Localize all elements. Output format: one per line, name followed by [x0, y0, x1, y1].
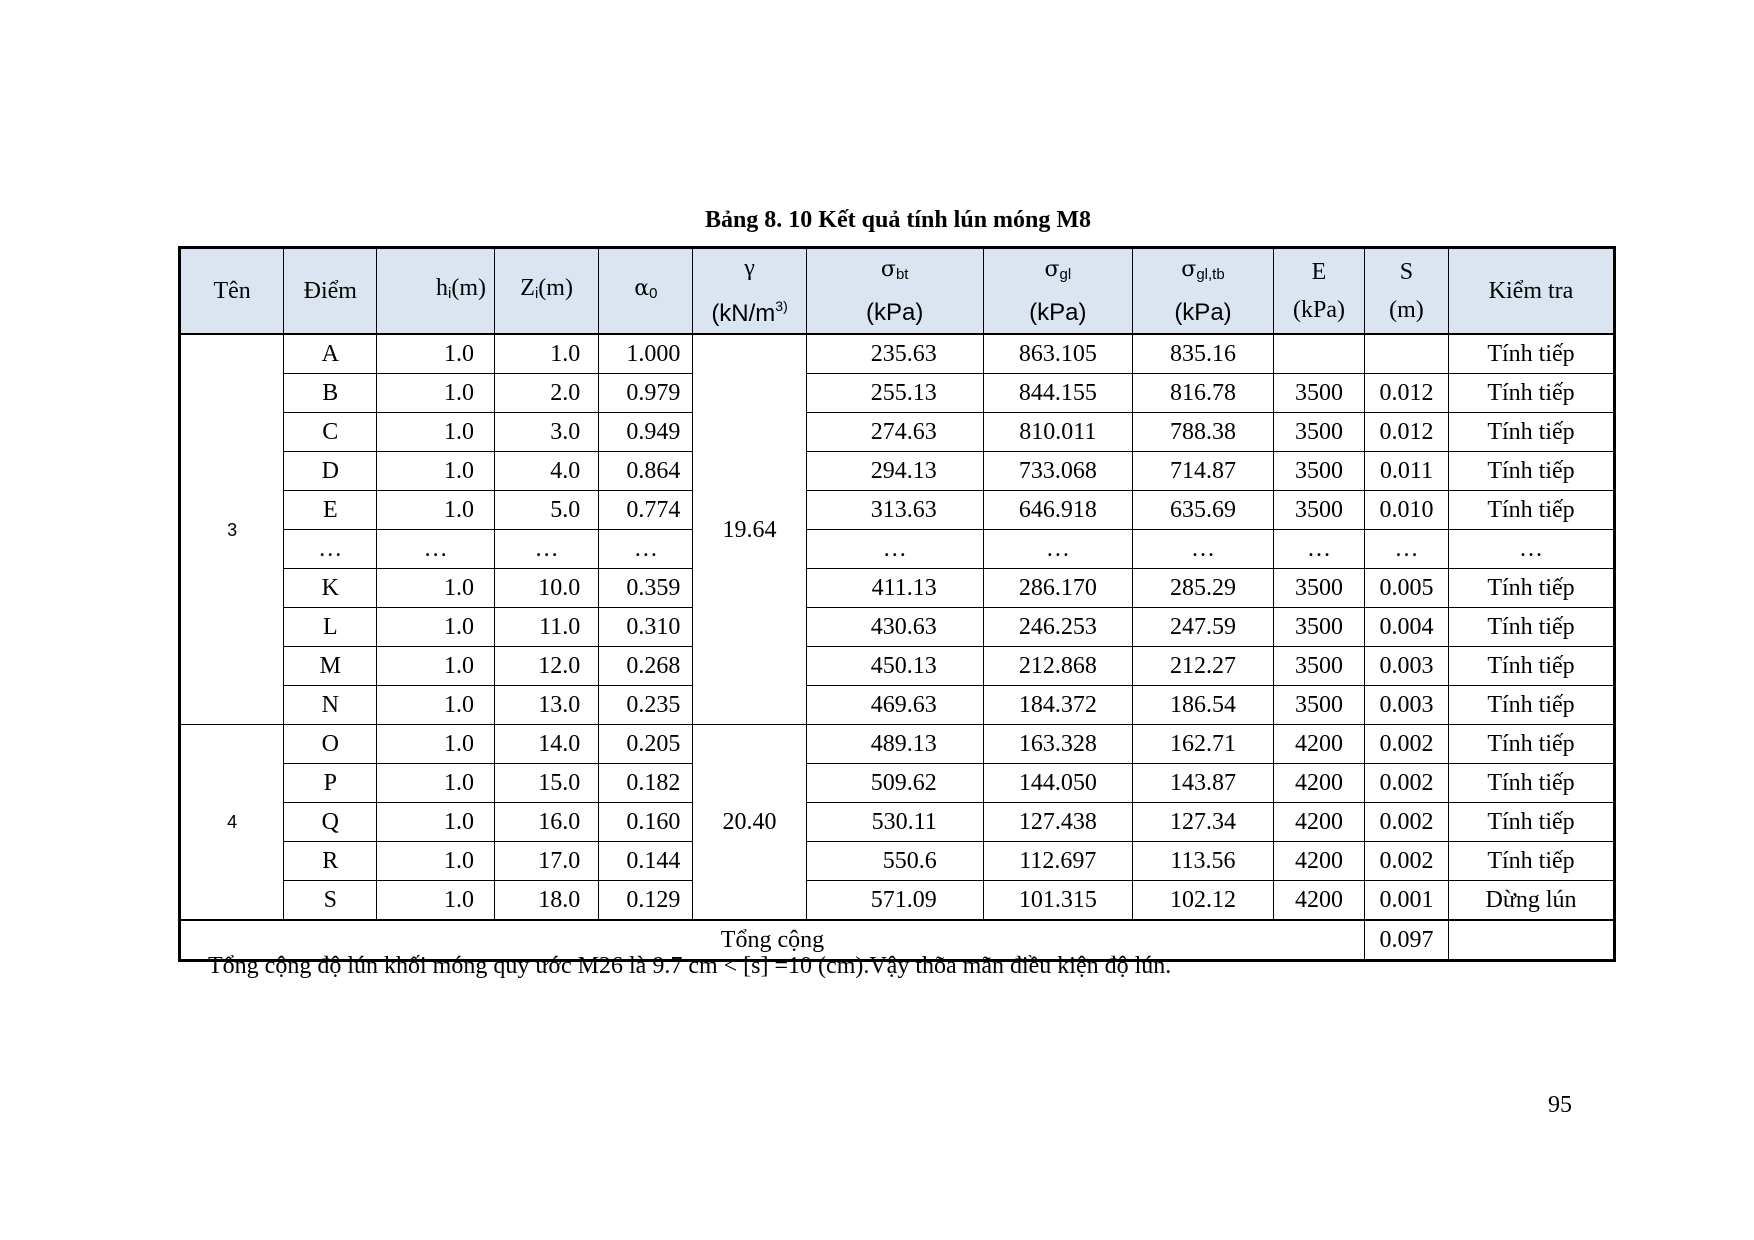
cell-s: 0.002 — [1364, 803, 1448, 842]
cell-h: 1.0 — [377, 413, 495, 452]
cell-point: N — [284, 686, 377, 725]
cell-s — [1364, 334, 1448, 374]
total-s: 0.097 — [1364, 920, 1448, 961]
cell-z: 16.0 — [495, 803, 599, 842]
cell-sigma-bt: 430.63 — [806, 608, 983, 647]
cell-sigma-bt: 530.11 — [806, 803, 983, 842]
cell-sigma-gl-tb: 816.78 — [1132, 374, 1273, 413]
cell-e: 3500 — [1274, 569, 1365, 608]
cell-h: 1.0 — [377, 725, 495, 764]
cell-point: P — [284, 764, 377, 803]
header-h: $h_i(m)$ — [377, 248, 495, 335]
cell-check: Tính tiếp — [1448, 764, 1614, 803]
cell-z: 14.0 — [495, 725, 599, 764]
table-row — [180, 803, 1615, 842]
cell-alpha: 0.949 — [599, 413, 693, 452]
cell-sigma-gl: 101.315 — [983, 881, 1132, 921]
cell-h: 1.0 — [377, 569, 495, 608]
table-row — [180, 413, 1615, 452]
cell-check: Tính tiếp — [1448, 452, 1614, 491]
cell-e: 4200 — [1274, 764, 1365, 803]
cell-e: 3500 — [1274, 452, 1365, 491]
cell-z: 15.0 — [495, 764, 599, 803]
table-row — [180, 569, 1615, 608]
cell-h: 1.0 — [377, 764, 495, 803]
header-z: $Z_i(m)$ — [495, 248, 599, 335]
cell-s: 0.002 — [1364, 842, 1448, 881]
total-check — [1448, 920, 1614, 961]
cell-alpha: 0.144 — [599, 842, 693, 881]
cell-sigma-gl: 646.918 — [983, 491, 1132, 530]
cell-alpha: 0.310 — [599, 608, 693, 647]
cell-h: 1.0 — [377, 881, 495, 921]
cell-sigma-bt: 509.62 — [806, 764, 983, 803]
cell-h: 1.0 — [377, 608, 495, 647]
cell-e: 3500 — [1274, 647, 1365, 686]
cell-alpha: 1.000 — [599, 334, 693, 374]
cell-point: A — [284, 334, 377, 374]
cell-e: 4200 — [1274, 842, 1365, 881]
cell-s: 0.010 — [1364, 491, 1448, 530]
cell-alpha: 0.774 — [599, 491, 693, 530]
cell-point: D — [284, 452, 377, 491]
group-name: 4 — [180, 725, 284, 921]
cell-e: 3500 — [1274, 686, 1365, 725]
cell-sigma-bt: 489.13 — [806, 725, 983, 764]
cell-sigma-gl-tb: 102.12 — [1132, 881, 1273, 921]
cell-sigma-gl-tb: 714.87 — [1132, 452, 1273, 491]
cell-z: 17.0 — [495, 842, 599, 881]
cell-s: 0.002 — [1364, 764, 1448, 803]
cell-sigma-gl: 844.155 — [983, 374, 1132, 413]
cell-sigma-gl-tb: 635.69 — [1132, 491, 1273, 530]
cell-z: … — [495, 530, 599, 569]
table-row — [180, 881, 1615, 921]
cell-check: Tính tiếp — [1448, 334, 1614, 374]
cell-check: Tính tiếp — [1448, 413, 1614, 452]
cell-alpha: 0.979 — [599, 374, 693, 413]
cell-h: 1.0 — [377, 374, 495, 413]
table-row — [180, 725, 1615, 764]
header-gamma: γ ($kN/m^{3)}$ — [693, 248, 806, 335]
cell-sigma-gl: 246.253 — [983, 608, 1132, 647]
cell-sigma-gl-tb: 212.27 — [1132, 647, 1273, 686]
cell-sigma-gl-tb: 143.87 — [1132, 764, 1273, 803]
cell-sigma-gl: 144.050 — [983, 764, 1132, 803]
cell-z: 3.0 — [495, 413, 599, 452]
settlement-table — [178, 246, 1616, 962]
header-diem: Điểm — [284, 248, 377, 335]
conclusion-note: Tổng cộng độ lún khối móng quy ước M26 là 9.7 cm < [s] =10 (cm).Vậy thõa mãn điều kiện độ lún. — [208, 953, 1172, 979]
cell-e: 3500 — [1274, 374, 1365, 413]
group-gamma: 19.64 — [693, 334, 806, 725]
cell-sigma-gl: 733.068 — [983, 452, 1132, 491]
cell-z: 13.0 — [495, 686, 599, 725]
table-row — [180, 491, 1615, 530]
cell-sigma-bt: 571.09 — [806, 881, 983, 921]
cell-check: Tính tiếp — [1448, 569, 1614, 608]
cell-sigma-gl: 863.105 — [983, 334, 1132, 374]
cell-z: 12.0 — [495, 647, 599, 686]
cell-sigma-bt: 550.6 — [806, 842, 983, 881]
cell-check: Tính tiếp — [1448, 725, 1614, 764]
cell-sigma-gl-tb: 162.71 — [1132, 725, 1273, 764]
cell-e — [1274, 334, 1365, 374]
cell-z: 1.0 — [495, 334, 599, 374]
cell-sigma-gl: 163.328 — [983, 725, 1132, 764]
cell-s: 0.002 — [1364, 725, 1448, 764]
header-ten: Tên — [180, 248, 284, 335]
cell-sigma-gl-tb: … — [1132, 530, 1273, 569]
cell-h: 1.0 — [377, 491, 495, 530]
cell-sigma-gl-tb: 285.29 — [1132, 569, 1273, 608]
cell-z: 5.0 — [495, 491, 599, 530]
cell-point: K — [284, 569, 377, 608]
cell-check: Tính tiếp — [1448, 608, 1614, 647]
cell-sigma-gl: 212.868 — [983, 647, 1132, 686]
cell-s: 0.011 — [1364, 452, 1448, 491]
cell-alpha: 0.205 — [599, 725, 693, 764]
cell-point: S — [284, 881, 377, 921]
cell-s: 0.012 — [1364, 374, 1448, 413]
cell-alpha: … — [599, 530, 693, 569]
cell-point: Q — [284, 803, 377, 842]
cell-h: 1.0 — [377, 452, 495, 491]
cell-sigma-bt: 313.63 — [806, 491, 983, 530]
cell-sigma-gl-tb: 113.56 — [1132, 842, 1273, 881]
cell-check: Tính tiếp — [1448, 491, 1614, 530]
cell-h: 1.0 — [377, 686, 495, 725]
cell-z: 11.0 — [495, 608, 599, 647]
cell-h: 1.0 — [377, 842, 495, 881]
cell-e: 4200 — [1274, 803, 1365, 842]
total-label: Tổng cộng — [180, 920, 1365, 961]
cell-sigma-bt: 255.13 — [806, 374, 983, 413]
cell-sigma-gl: 810.011 — [983, 413, 1132, 452]
cell-check: Tính tiếp — [1448, 803, 1614, 842]
header-row — [180, 248, 1615, 335]
table-row — [180, 608, 1615, 647]
cell-s: 0.003 — [1364, 647, 1448, 686]
cell-point: E — [284, 491, 377, 530]
cell-e: 3500 — [1274, 608, 1365, 647]
cell-h: 1.0 — [377, 334, 495, 374]
cell-z: 2.0 — [495, 374, 599, 413]
cell-check: Tính tiếp — [1448, 842, 1614, 881]
cell-sigma-bt: 411.13 — [806, 569, 983, 608]
cell-check: … — [1448, 530, 1614, 569]
cell-point: … — [284, 530, 377, 569]
table-row — [180, 764, 1615, 803]
table-row — [180, 374, 1615, 413]
cell-e: … — [1274, 530, 1365, 569]
cell-sigma-gl-tb: 247.59 — [1132, 608, 1273, 647]
cell-s: 0.003 — [1364, 686, 1448, 725]
cell-e: 4200 — [1274, 881, 1365, 921]
cell-sigma-bt: 450.13 — [806, 647, 983, 686]
table-body — [180, 334, 1615, 920]
cell-check: Dừng lún — [1448, 881, 1614, 921]
table-row — [180, 686, 1615, 725]
cell-s: … — [1364, 530, 1448, 569]
cell-sigma-gl: 286.170 — [983, 569, 1132, 608]
cell-z: 10.0 — [495, 569, 599, 608]
cell-sigma-bt: 294.13 — [806, 452, 983, 491]
table-row — [180, 842, 1615, 881]
cell-sigma-gl: 112.697 — [983, 842, 1132, 881]
cell-point: M — [284, 647, 377, 686]
cell-z: 4.0 — [495, 452, 599, 491]
cell-point: O — [284, 725, 377, 764]
cell-point: B — [284, 374, 377, 413]
header-s: S (m) — [1364, 248, 1448, 335]
cell-alpha: 0.864 — [599, 452, 693, 491]
cell-alpha: 0.235 — [599, 686, 693, 725]
header-sigma-gl: $\sigma_{gl}$ (kPa) — [983, 248, 1132, 335]
page-number: 95 — [1548, 1092, 1572, 1118]
cell-sigma-gl-tb: 788.38 — [1132, 413, 1273, 452]
header-sigma-bt: $\sigma_{bt}$ (kPa) — [806, 248, 983, 335]
cell-s: 0.004 — [1364, 608, 1448, 647]
cell-alpha: 0.160 — [599, 803, 693, 842]
header-alpha: $\alpha_0$ — [599, 248, 693, 335]
cell-z: 18.0 — [495, 881, 599, 921]
cell-sigma-gl-tb: 835.16 — [1132, 334, 1273, 374]
cell-check: Tính tiếp — [1448, 374, 1614, 413]
header-sigma-gl-tb: $\sigma_{gl,tb}$ (kPa) — [1132, 248, 1273, 335]
cell-e: 3500 — [1274, 413, 1365, 452]
cell-s: 0.001 — [1364, 881, 1448, 921]
cell-sigma-gl-tb: 127.34 — [1132, 803, 1273, 842]
cell-sigma-bt: 274.63 — [806, 413, 983, 452]
cell-sigma-gl: 184.372 — [983, 686, 1132, 725]
cell-alpha: 0.129 — [599, 881, 693, 921]
table-row — [180, 530, 1615, 569]
cell-sigma-bt: 235.63 — [806, 334, 983, 374]
group-gamma: 20.40 — [693, 725, 806, 921]
cell-h: … — [377, 530, 495, 569]
cell-sigma-gl: 127.438 — [983, 803, 1132, 842]
cell-alpha: 0.182 — [599, 764, 693, 803]
header-e: E (kPa) — [1274, 248, 1365, 335]
table-row — [180, 647, 1615, 686]
header-kiem-tra: Kiểm tra — [1448, 248, 1614, 335]
table-row — [180, 334, 1615, 374]
cell-sigma-bt: 469.63 — [806, 686, 983, 725]
cell-point: L — [284, 608, 377, 647]
cell-sigma-gl-tb: 186.54 — [1132, 686, 1273, 725]
cell-e: 4200 — [1274, 725, 1365, 764]
table-row — [180, 452, 1615, 491]
group-name: 3 — [180, 334, 284, 725]
cell-h: 1.0 — [377, 647, 495, 686]
cell-alpha: 0.359 — [599, 569, 693, 608]
cell-alpha: 0.268 — [599, 647, 693, 686]
table-caption: Bảng 8. 10 Kết quả tính lún móng M8 — [704, 207, 1092, 233]
cell-point: R — [284, 842, 377, 881]
cell-e: 3500 — [1274, 491, 1365, 530]
cell-s: 0.012 — [1364, 413, 1448, 452]
cell-sigma-gl: … — [983, 530, 1132, 569]
cell-check: Tính tiếp — [1448, 647, 1614, 686]
cell-sigma-bt: … — [806, 530, 983, 569]
cell-s: 0.005 — [1364, 569, 1448, 608]
cell-point: C — [284, 413, 377, 452]
cell-check: Tính tiếp — [1448, 686, 1614, 725]
cell-h: 1.0 — [377, 803, 495, 842]
